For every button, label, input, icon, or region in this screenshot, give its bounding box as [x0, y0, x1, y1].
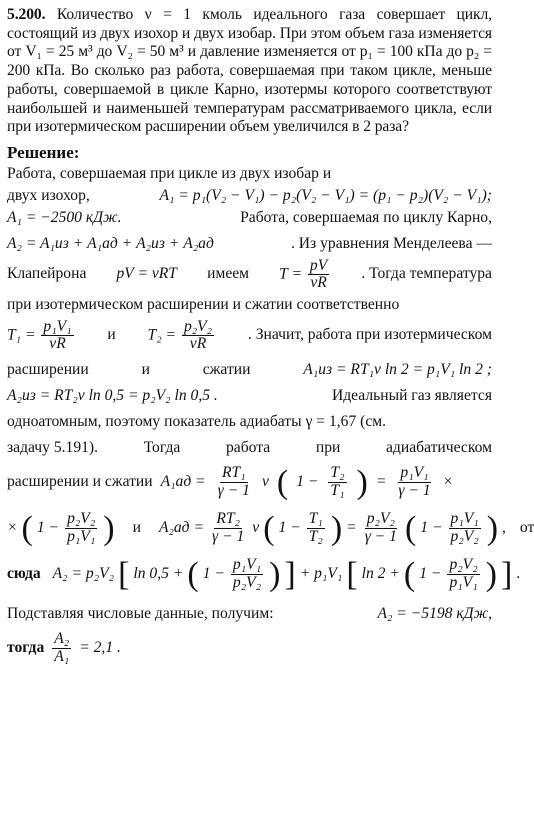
- bracket-open: [: [118, 555, 130, 593]
- denominator: p₂V₂: [232, 573, 262, 591]
- formula-part: A₂ = p₂V₂: [52, 564, 115, 582]
- fraction: [308, 258, 329, 292]
- denominator: γ − 1: [217, 481, 250, 499]
- problem-text: Количество ν = 1 кмоль идеального газа совершает цикл, состоящий из двух изохор и двух изобар. При этом объем газа изменяется от V₁ = 25 м³ до V₂ = 50 м³ и давление изменяется от p₁ = 100 кПа до p₂ = 200 кПа. Во сколько раз работа, совершаемая при таком цикле, меньше работы, совершаемой в цикле Карно, изотермы которого соответствуют наибольшей и наименьшей температурам рассматриваемого цикла, если при изотермическом расширении объем увеличился в 2 раза?: [7, 6, 492, 136]
- text-segment: Работа, совершаемая при цикле из двух изобар и: [7, 164, 332, 182]
- denominator: p₁V₁: [449, 573, 478, 591]
- formula-part: + p₁V₁: [299, 564, 343, 582]
- fraction: [231, 557, 263, 591]
- paren-open: (: [21, 509, 33, 547]
- formula-part: T₁ =: [7, 326, 36, 344]
- numerator: p₂V₂: [67, 510, 96, 528]
- solution-line-16: [7, 625, 492, 671]
- formula-part: ln 0,5 +: [133, 564, 184, 582]
- paren-close: ): [486, 509, 499, 547]
- formula-A2-isothermal: A₂из = RT₂ν ln 0,5 = p₂V₂ ln 0,5 .: [7, 386, 218, 404]
- denominator: γ − 1: [212, 527, 245, 545]
- fraction: [182, 319, 214, 353]
- text-segment: от: [519, 518, 534, 536]
- text-segment: при: [315, 438, 341, 456]
- text-segment: Подставляя числовые данные, получим:: [7, 604, 274, 622]
- bracket-open: [: [346, 555, 358, 593]
- fraction: [449, 511, 481, 545]
- denominator: p₁V₁: [67, 527, 96, 545]
- formula-part: ν: [261, 472, 269, 490]
- solution-line-3: [7, 207, 492, 229]
- formula-A2-sum: A₂ = A₁из + A₁ад + A₂из + A₂ад: [7, 234, 214, 252]
- text-segment: . Значит, работа при изотермическом: [247, 326, 492, 344]
- fraction: [447, 557, 479, 591]
- bracket-close: ]: [284, 555, 296, 593]
- paren-close: ): [485, 555, 497, 593]
- numerator: p₂V₂: [366, 510, 395, 528]
- fraction: [65, 511, 97, 545]
- problem-statement: [7, 6, 492, 137]
- text-segment: сжатии: [202, 360, 251, 378]
- solution-line-5: [7, 255, 492, 294]
- solution-line-11: [7, 437, 492, 459]
- paren-close: ): [330, 509, 343, 547]
- text-segment: . Тогда температура: [361, 265, 492, 283]
- formula-part: T =: [279, 265, 302, 283]
- text-segment: . Из уравнения Менделеева —: [291, 234, 492, 252]
- paren-open: (: [276, 463, 289, 501]
- paren-open: (: [263, 509, 275, 547]
- numerator: p₂V₂: [183, 317, 213, 335]
- solution-line-9: [7, 385, 492, 407]
- fraction-ratio: [52, 631, 71, 665]
- formula-part: 1 −: [36, 518, 60, 536]
- denominator: νR: [189, 335, 207, 353]
- formula-part: 1 −: [419, 564, 442, 582]
- denominator: T₁: [330, 481, 345, 499]
- formula-work-A1: A₁ = p₁(V₂ − V₁) − p₂(V₂ − V₁) = (p₁ − p₂)(V₂ − V₁);: [159, 186, 492, 204]
- bracket-close: ]: [500, 555, 513, 593]
- text-segment: адиабатическом: [386, 438, 492, 456]
- numerator: RT₁: [221, 464, 246, 482]
- numerator: T₂: [330, 464, 345, 482]
- text-segment: .: [516, 564, 521, 582]
- paren-open: (: [187, 555, 199, 593]
- numerator: p₁V₁: [450, 510, 479, 528]
- text-segment: ,: [502, 518, 506, 536]
- solution-line-15: [7, 603, 492, 625]
- text-segment: двух изохор,: [7, 186, 90, 204]
- formula-T1: [7, 319, 76, 353]
- numerator: p₂V₂: [449, 556, 478, 574]
- formula-part: ν: [252, 518, 260, 536]
- text-segment: тогда: [7, 638, 45, 656]
- formula-part: T₂ =: [147, 326, 177, 344]
- numerator: p₁V₁: [232, 556, 262, 574]
- solution-body: [7, 163, 534, 671]
- formula-part: A₁ад =: [160, 472, 206, 490]
- formula-part: 1 −: [202, 564, 225, 582]
- solution-line-6: [7, 294, 492, 316]
- formula-state-equation: pV = νRT: [116, 265, 177, 283]
- solution-line-8: [7, 359, 492, 381]
- text-segment: Работа, совершаемая по циклу Карно,: [240, 208, 492, 226]
- formula-part: 1 −: [296, 472, 319, 490]
- paren-close: ): [269, 555, 281, 593]
- solution-line-13: [7, 505, 534, 551]
- denominator: νR: [310, 274, 327, 292]
- text-segment: расширении: [7, 360, 89, 378]
- paren-open: (: [404, 509, 417, 547]
- problem-number: 5.200.: [7, 6, 46, 23]
- solution-line-7: [7, 316, 492, 355]
- denominator: A₁: [54, 647, 70, 665]
- fraction: [363, 511, 399, 545]
- denominator: p₂V₂: [450, 527, 479, 545]
- paren-close: ): [103, 509, 115, 547]
- text-segment: Идеальный газ является: [331, 386, 492, 404]
- solution-line-12: [7, 459, 492, 505]
- text-segment: расширении и сжатии: [7, 472, 153, 490]
- formula-result: = 2,1 .: [79, 638, 121, 656]
- text-segment: имеем: [207, 265, 250, 283]
- formula-part: =: [375, 472, 387, 490]
- formula-T2: [148, 319, 217, 353]
- fraction: [307, 511, 325, 545]
- fraction: [210, 511, 246, 545]
- numerator: T₁: [308, 510, 323, 528]
- solution-line-14: [7, 551, 521, 597]
- solution-line-10: [7, 411, 492, 433]
- solution-heading: Решение:: [7, 142, 80, 162]
- fraction: [41, 319, 73, 353]
- formula-T: [279, 258, 331, 292]
- fraction: [328, 465, 346, 499]
- formula-A2-value: A₂ = −5198 кДж,: [377, 604, 492, 622]
- formula-A1-value: A₁ = −2500 кДж.: [7, 208, 122, 226]
- text-segment: и: [107, 326, 116, 344]
- formula-part: A₂ад =: [158, 518, 204, 536]
- formula-A1-isothermal: A₁из = RT₁ν ln 2 = p₁V₁ ln 2 ;: [303, 360, 492, 378]
- paren-open: (: [403, 555, 416, 593]
- denominator: T₂: [308, 527, 323, 545]
- text-segment: Тогда: [143, 438, 181, 456]
- formula-part: 1 −: [278, 518, 301, 536]
- denominator: γ − 1: [398, 481, 431, 499]
- text-segment: работа: [226, 438, 271, 456]
- solution-line-2: [7, 185, 492, 207]
- solution-line-4: [7, 233, 492, 255]
- text-segment: при изотермическом расширении и сжатии соответственно: [7, 295, 400, 313]
- denominator: νR: [49, 335, 66, 353]
- numerator: RT₂: [216, 510, 240, 528]
- formula-part: ln 2 +: [361, 564, 400, 582]
- numerator: p₁V₁: [43, 317, 72, 335]
- text-segment: задачу 5.191).: [7, 438, 99, 456]
- denominator: γ − 1: [364, 527, 397, 545]
- text-segment: и: [141, 360, 150, 378]
- numerator: p₁V₁: [400, 464, 429, 482]
- paren-close: ): [356, 463, 368, 501]
- text-segment: одноатомным, поэтому показатель адиабаты γ = 1,67 (см.: [7, 412, 387, 430]
- numerator: A₂: [54, 630, 70, 648]
- text-segment: Клапейрона: [7, 265, 87, 283]
- formula-part: 1 −: [420, 518, 443, 536]
- text-segment: и: [132, 518, 141, 536]
- fraction: [216, 465, 252, 499]
- formula-part: ×: [7, 518, 18, 536]
- numerator: pV: [309, 256, 328, 274]
- text-segment: сюда: [7, 564, 41, 582]
- formula-part: =: [346, 518, 357, 536]
- fraction: [396, 465, 432, 499]
- solution-line-1: [7, 163, 492, 185]
- formula-part: ×: [442, 472, 454, 490]
